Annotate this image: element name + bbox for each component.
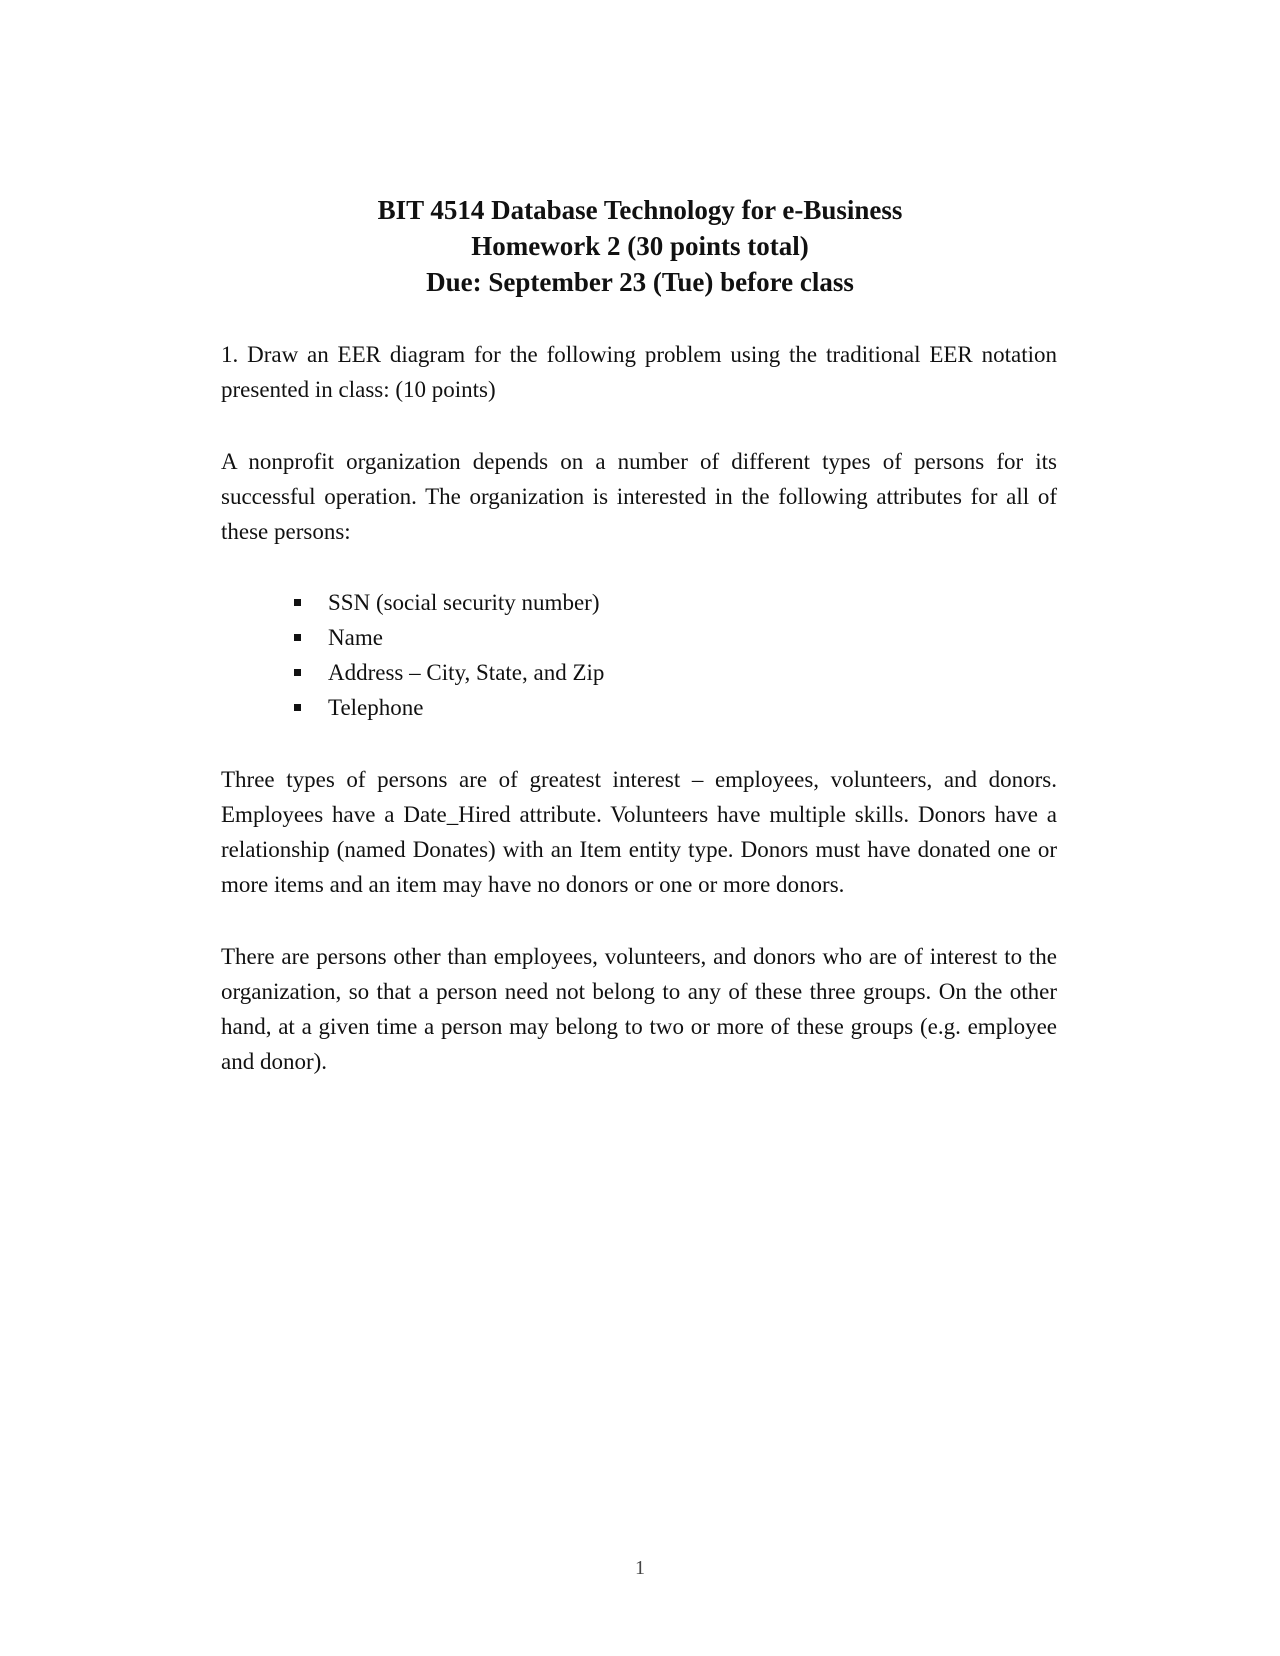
problem-paragraph-3: There are persons other than employees, volunteers, and donors who are of interest to the organization, so that a person need not belong to any of these three groups. On the other hand, at a given time a person may belong to two or more of these groups (e.g. employee and donor). <box>221 944 1057 1074</box>
list-item-text: Telephone <box>328 695 424 720</box>
problem-paragraph-1: A nonprofit organization depends on a number of different types of persons for its successful operation. The organization is interested in the following attributes for all of these persons: <box>221 449 1057 544</box>
attribute-list <box>290 585 604 725</box>
course-title: BIT 4514 Database Technology for e-Business <box>377 195 903 225</box>
list-item <box>290 655 604 690</box>
list-item <box>290 585 604 620</box>
list-item <box>290 690 604 725</box>
list-item-text: Address – City, State, and Zip <box>328 660 605 685</box>
document-header <box>0 192 1280 300</box>
due-date: Due: September 23 (Tue) before class <box>426 267 854 297</box>
square-bullet-icon <box>294 704 301 711</box>
list-item <box>290 620 604 655</box>
list-item-text: SSN (social security number) <box>328 590 600 615</box>
page-number: 1 <box>635 1557 645 1579</box>
homework-title: Homework 2 (30 points total) <box>471 231 809 261</box>
square-bullet-icon <box>294 634 301 641</box>
question-1-prompt: 1. Draw an EER diagram for the following problem using the traditional EER notation presented in class: (10 points) <box>221 342 1057 402</box>
square-bullet-icon <box>294 669 301 676</box>
square-bullet-icon <box>294 599 301 606</box>
problem-paragraph-2: Three types of persons are of greatest interest – employees, volunteers, and donors. Employees have a Date_Hired attribute. Volunteers have multiple skills. Donors have a relationship (named Donates) with an Item entity type. Donors must have donated one or more items and an item may have no donors or one or more donors. <box>221 767 1057 897</box>
list-item-text: Name <box>328 625 383 650</box>
